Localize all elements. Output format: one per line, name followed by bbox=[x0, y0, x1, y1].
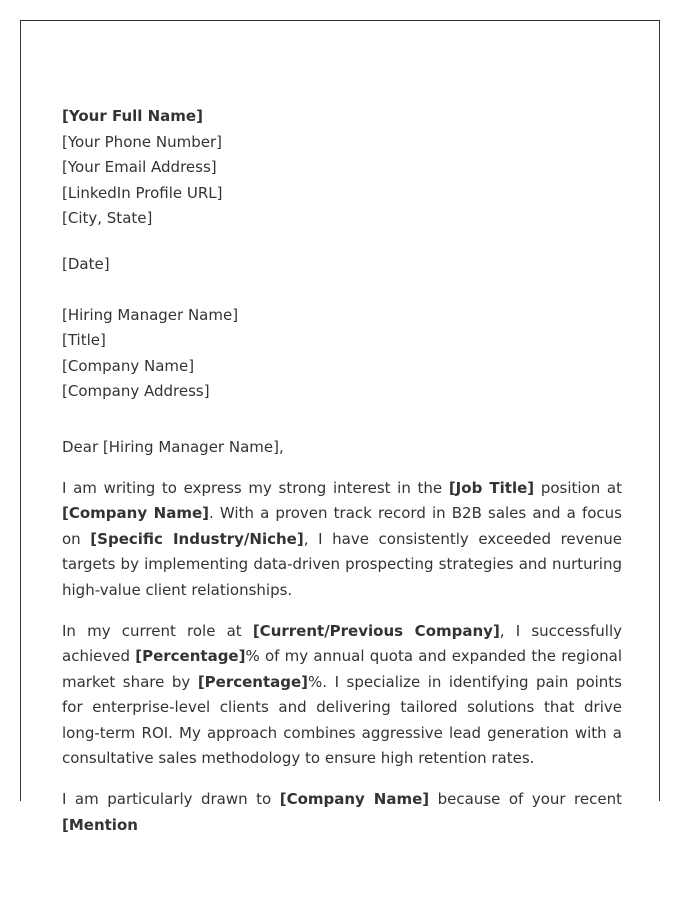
paragraph-motivation: I am particularly drawn to [Company Name] because of your recent [Mention bbox=[62, 790, 622, 834]
sender-phone: [Your Phone Number] bbox=[62, 132, 222, 151]
spacer bbox=[62, 278, 622, 303]
sender-name: [Your Full Name] bbox=[62, 107, 203, 125]
letter-page bbox=[20, 20, 660, 834]
recipient-company: [Company Name] bbox=[62, 356, 195, 375]
sender-linkedin: [LinkedIn Profile URL] bbox=[62, 183, 223, 202]
recipient-block bbox=[62, 303, 622, 405]
paragraph-intro: I am writing to express my strong interest in the [Job Title] position at [Company Name]. With a proven track record in B2B sales and a focus on [Specific Industry/Niche], I have consistently exceeded revenue targets by implementing data-driven prospecting strategies and nurturing high-value client relationships. bbox=[62, 478, 623, 599]
spacer bbox=[62, 232, 622, 252]
spacer bbox=[62, 405, 622, 430]
letter-body bbox=[62, 104, 622, 853]
sender-block bbox=[62, 104, 622, 232]
recipient-address: [Company Address] bbox=[62, 382, 210, 401]
salutation: Dear [Hiring Manager Name], bbox=[62, 437, 284, 456]
recipient-title: [Title] bbox=[62, 331, 106, 350]
sender-email: [Your Email Address] bbox=[62, 158, 217, 177]
sender-location: [City, State] bbox=[62, 209, 153, 228]
letter-date: [Date] bbox=[62, 254, 110, 273]
recipient-name: [Hiring Manager Name] bbox=[62, 305, 239, 324]
paragraph-experience: In my current role at [Current/Previous Company], I successfully achieved [Percentage]% of my annual quota and expanded the regional market share by [Percentage]%. I specialize in identifying pain points for enterprise-level clients and delivering tailored solutions that drive long-term ROI. My approach combines aggressive lead generation with a consultative sales methodology to ensure high retention rates. bbox=[62, 621, 622, 768]
